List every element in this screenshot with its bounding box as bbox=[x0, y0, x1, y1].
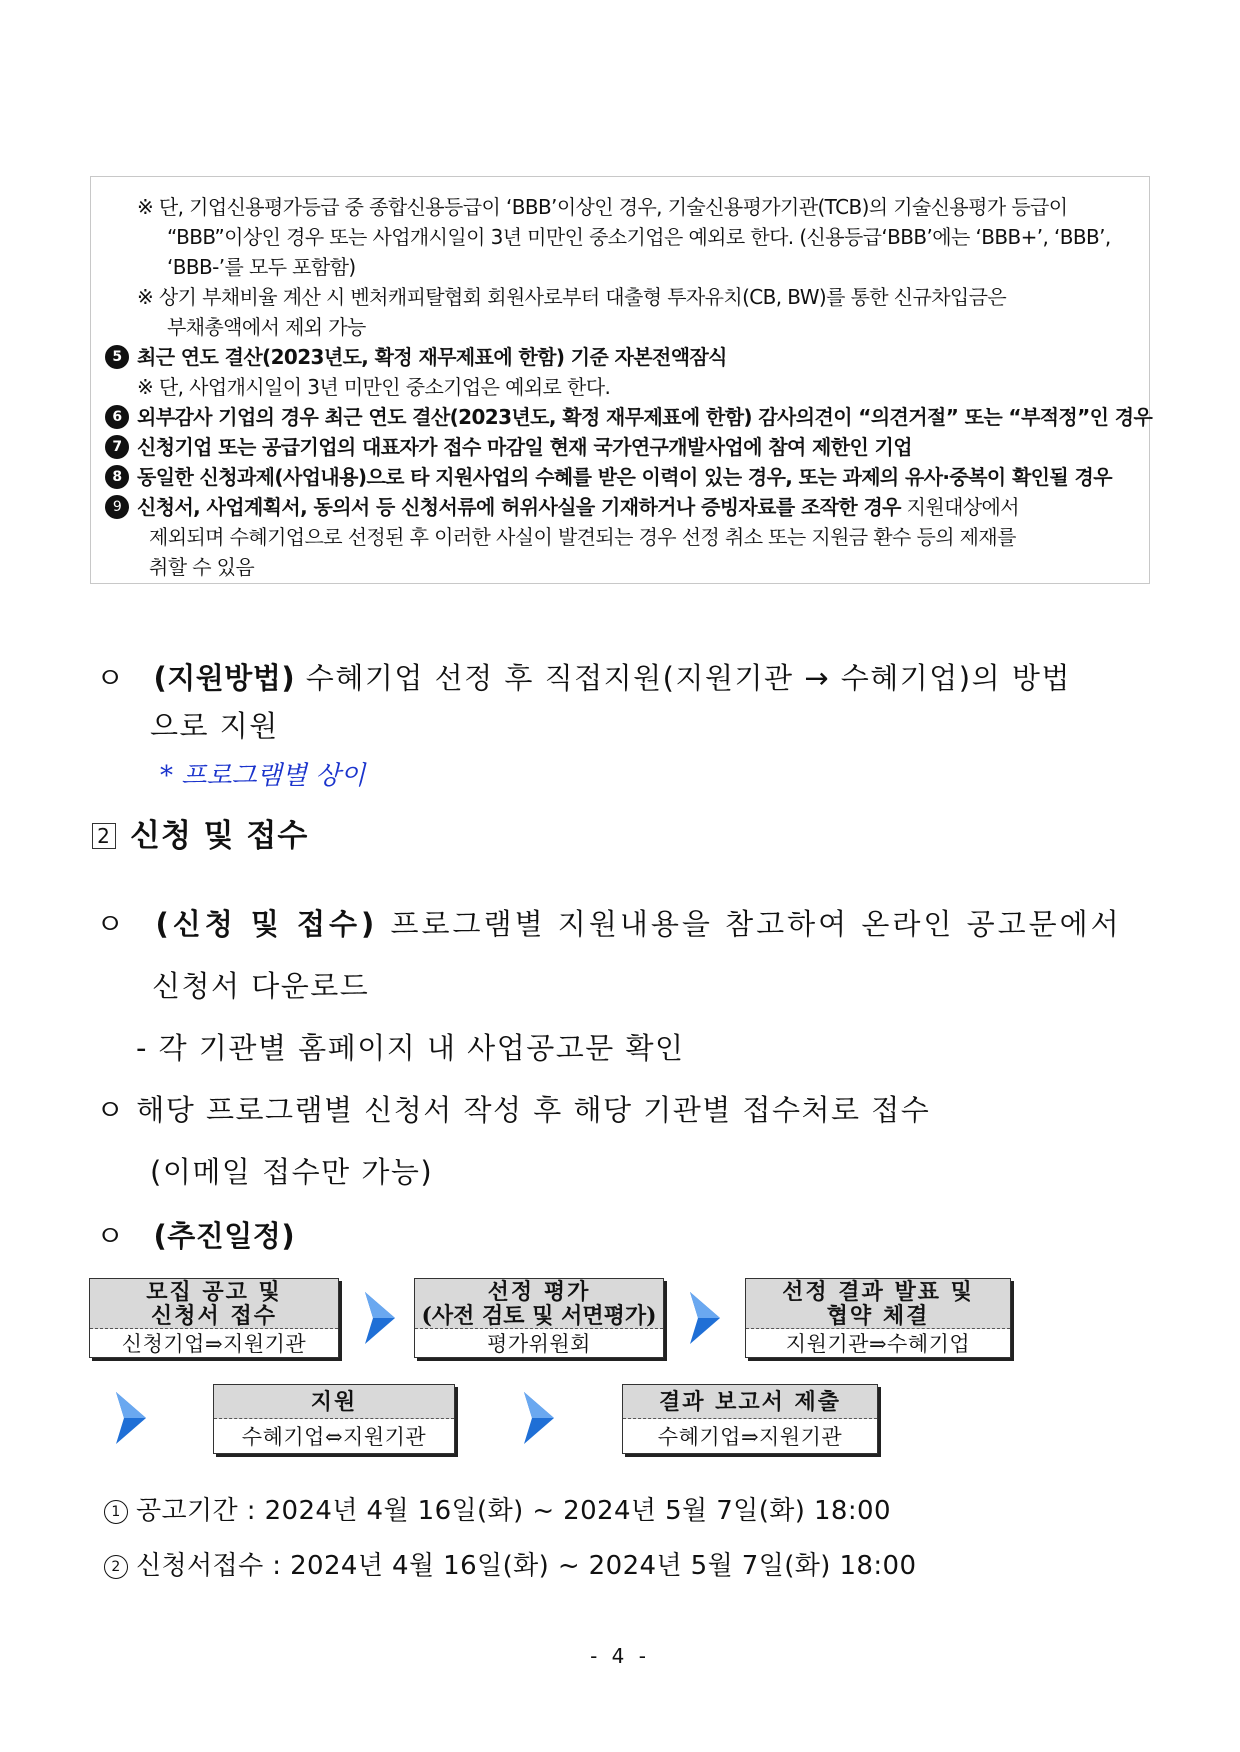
schedule-item-2-label: 신청서접수 bbox=[136, 1551, 264, 1581]
flow-step-4-title: 지원 bbox=[310, 1388, 358, 1415]
credit-note-line-2: “BBB”이상인 경우 또는 사업개시일이 3년 미만인 중소기업은 예외로 한다. (신용등급‘BBB’에는 ‘BBB+’, ‘BBB’, bbox=[167, 225, 1111, 249]
exclusion-item-9 bbox=[105, 491, 1019, 520]
circled-number-8: 8 bbox=[105, 465, 129, 489]
flow-step-1 bbox=[89, 1278, 339, 1358]
flow-step-1-title-1: 모집 공고 및 bbox=[146, 1278, 282, 1305]
exclusion-item-5-note: ※ 단, 사업개시일이 3년 미만인 중소기업은 예외로 한다. bbox=[137, 375, 611, 399]
bullet: ㅇ bbox=[96, 661, 126, 695]
support-method-label: (지원방법) bbox=[153, 661, 296, 695]
circled-number-7: 7 bbox=[105, 435, 129, 459]
credit-note-line-3: ‘BBB-’를 모두 포함함) bbox=[167, 255, 356, 279]
section-title: 신청 및 접수 bbox=[130, 818, 309, 854]
flow-step-3-title-2: 협약 체결 bbox=[826, 1302, 930, 1329]
submission-line-cont: (이메일 접수만 가능) bbox=[150, 1155, 434, 1189]
support-method-text: 수혜기업 선정 후 직접지원(지원기관 → 수혜기업)의 방법 bbox=[295, 661, 1071, 695]
schedule-item-2: 2 신청서접수 : 2024년 4월 16일(화) ~ 2024년 5월 7일(화) 18:00 bbox=[104, 1545, 916, 1582]
flow-arrow-2-icon bbox=[690, 1292, 720, 1344]
exclusion-item-7 bbox=[105, 431, 912, 460]
apply-dash-note: - 각 기관별 홈페이지 내 사업공고문 확인 bbox=[136, 1031, 685, 1065]
flow-step-5-title: 결과 보고서 제출 bbox=[658, 1388, 842, 1415]
exclusion-item-6-text: 외부감사 기업의 경우 최근 연도 결산(2023년도, 확정 재무제표에 한함) 감사의견이 “의견거절” 또는 “부적정”인 경우 bbox=[137, 405, 1153, 429]
schedule-heading bbox=[96, 1214, 295, 1255]
exclusion-item-9-rest: 지원대상에서 bbox=[900, 495, 1019, 519]
exclusion-item-6 bbox=[105, 401, 1152, 430]
apply-label: (신청 및 접수) bbox=[155, 907, 379, 941]
flow-arrow-4-icon bbox=[524, 1392, 554, 1444]
exclusion-item-9-cont-2: 취할 수 있음 bbox=[149, 555, 255, 579]
support-method-note: * 프로그램별 상이 bbox=[160, 761, 366, 791]
page-number: - 4 - bbox=[590, 1644, 650, 1668]
circled-number-6: 6 bbox=[105, 405, 129, 429]
flow-step-1-actor: 신청기업⇒지원기관 bbox=[121, 1332, 307, 1356]
circled-number-5: 5 bbox=[105, 345, 129, 369]
debt-note-line-2: 부채총액에서 제외 가능 bbox=[167, 315, 366, 339]
flow-arrow-1-icon bbox=[365, 1292, 395, 1344]
flow-step-3-title-1: 선정 결과 발표 및 bbox=[782, 1278, 974, 1305]
exclusion-item-5-text: 최근 연도 결산(2023년도, 확정 재무제표에 한함) 기준 자본전액잠식 bbox=[137, 345, 727, 369]
bullet: ㅇ bbox=[96, 1219, 126, 1253]
eligibility-exclusion-box bbox=[90, 176, 1153, 584]
exclusion-item-9-bold: 신청서, 사업계획서, 동의서 등 신청서류에 허위사실을 기재하거나 증빙자료를 조작한 경우 bbox=[137, 495, 901, 519]
exclusion-item-9-cont-1: 제외되며 수혜기업으로 선정된 후 이러한 사실이 발견되는 경우 선정 취소 또는 지원금 환수 등의 제재를 bbox=[149, 525, 1016, 549]
support-method-line bbox=[96, 656, 1071, 697]
circled-number-2: 2 bbox=[104, 1555, 128, 1579]
flow-step-2-actor: 평가위원회 bbox=[487, 1332, 591, 1356]
flow-step-2-title-2: (사전 검토 및 서면평가) bbox=[421, 1302, 657, 1329]
section-heading-apply bbox=[92, 810, 308, 855]
flow-step-2-title-1: 선정 평가 bbox=[487, 1278, 591, 1305]
bullet: ㅇ bbox=[96, 907, 126, 941]
exclusion-item-8-text: 동일한 신청과제(사업내용)으로 타 지원사업의 수혜를 받은 이력이 있는 경우, 또는 과제의 유사·중복이 확인될 경우 bbox=[137, 465, 1112, 489]
support-method-cont: 으로 지원 bbox=[150, 709, 279, 743]
exclusion-item-5 bbox=[105, 341, 727, 370]
section-number-box: 2 bbox=[92, 823, 116, 849]
schedule-item-1-value: 2024년 4월 16일(화) ~ 2024년 5월 7일(화) 18:00 bbox=[264, 1496, 891, 1526]
apply-text: 프로그램별 지원내용을 참고하여 온라인 공고문에서 bbox=[378, 907, 1122, 941]
apply-line bbox=[96, 902, 1122, 943]
flow-step-2 bbox=[414, 1278, 664, 1358]
apply-cont: 신청서 다운로드 bbox=[152, 969, 370, 1003]
submission-line: ㅇ 해당 프로그램별 신청서 작성 후 해당 기관별 접수처로 접수 bbox=[96, 1093, 931, 1127]
exclusion-item-8 bbox=[105, 461, 1112, 490]
flow-step-4 bbox=[213, 1384, 455, 1454]
flow-step-5-actor: 수혜기업⇒지원기관 bbox=[657, 1425, 843, 1449]
schedule-item-1: 1 공고기간 : 2024년 4월 16일(화) ~ 2024년 5월 7일(화) 18:00 bbox=[104, 1490, 891, 1527]
schedule-item-2-value: 2024년 4월 16일(화) ~ 2024년 5월 7일(화) 18:00 bbox=[290, 1551, 917, 1581]
flow-step-3-actor: 지원기관⇒수혜기업 bbox=[785, 1332, 971, 1356]
flow-arrow-3-icon bbox=[116, 1392, 146, 1444]
credit-note-line-1: ※ 단, 기업신용평가등급 중 종합신용등급이 ‘BBB’이상인 경우, 기술신용평가기관(TCB)의 기술신용평가 등급이 bbox=[137, 195, 1068, 219]
circled-number-9: 9 bbox=[105, 495, 129, 519]
debt-note-line-1: ※ 상기 부채비율 계산 시 벤처캐피탈협회 회원사로부터 대출형 투자유치(CB, BW)를 통한 신규차입금은 bbox=[137, 285, 1007, 309]
circled-number-1: 1 bbox=[104, 1500, 128, 1524]
schedule-label: (추진일정) bbox=[153, 1219, 296, 1253]
flow-step-3 bbox=[745, 1278, 1011, 1358]
exclusion-item-7-text: 신청기업 또는 공급기업의 대표자가 접수 마감일 현재 국가연구개발사업에 참여 제한인 기업 bbox=[137, 435, 912, 459]
flow-step-5 bbox=[622, 1384, 878, 1454]
flow-step-1-title-2: 신청서 접수 bbox=[151, 1302, 277, 1329]
flow-step-4-actor: 수혜기업⇔지원기관 bbox=[241, 1425, 427, 1449]
schedule-item-1-label: 공고기간 bbox=[136, 1496, 239, 1526]
